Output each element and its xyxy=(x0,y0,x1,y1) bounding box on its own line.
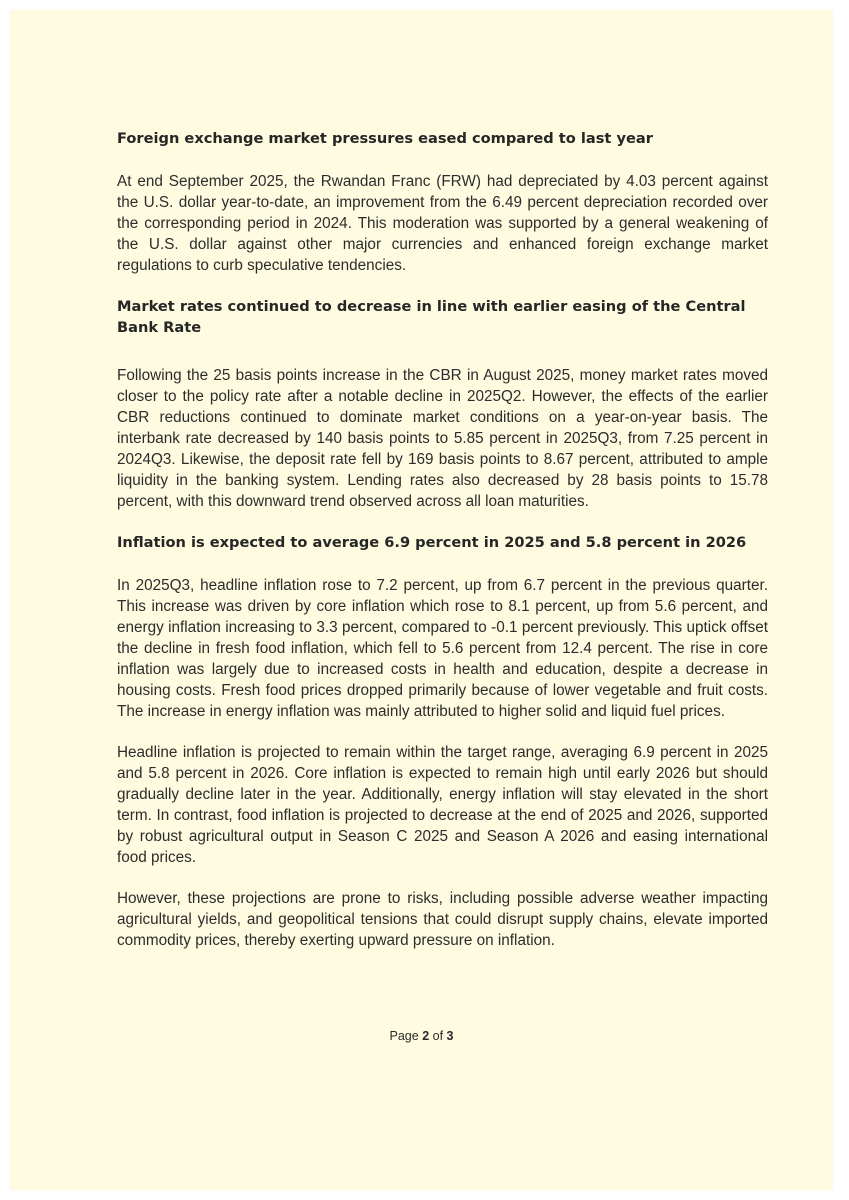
document-page xyxy=(10,10,833,1190)
current-page-number: 2 xyxy=(422,1029,430,1043)
document-body xyxy=(117,128,768,971)
paragraph-inflation-q3: In 2025Q3, headline inflation rose to 7.2 percent, up from 6.7 percent in the previous quarter. This increase was driven by core inflation which rose to 8.1 percent, up from 5.6 percent, and energy inflation increasing to 3.3 percent, compared to -0.1 percent previously. This uptick offset the decline in fresh food inflation, which fell to 5.6 percent from 12.4 percent. The rise in core inflation was largely due to increased costs in health and education, despite a decrease in housing costs. Fresh food prices dropped primarily because of lower vegetable and fruit costs. The increase in energy inflation was mainly attributed to higher solid and liquid fuel prices. xyxy=(117,577,768,720)
total-page-number: 3 xyxy=(446,1029,454,1043)
paragraph-inflation-risks: However, these projections are prone to risks, including possible adverse weather impacting agricultural yields, and geopolitical tensions that could disrupt supply chains, elevate imported commodity prices, thereby exerting upward pressure on inflation. xyxy=(117,890,768,949)
section-heading-fx-market: Foreign exchange market pressures eased compared to last year xyxy=(117,130,653,147)
page-number-footer xyxy=(10,1029,833,1043)
paragraph-inflation-projection: Headline inflation is projected to remain within the target range, averaging 6.9 percent in 2025 and 5.8 percent in 2026. Core inflation is expected to remain high until early 2026 but should gradually decline later in the year. Additionally, energy inflation will stay elevated in the short term. In contrast, food inflation is projected to decrease at the end of 2025 and 2026, supported by robust agricultural output in Season C 2025 and Season A 2026 and easing international food prices. xyxy=(117,744,768,866)
paragraph-market-rates: Following the 25 basis points increase in the CBR in August 2025, money market rates moved closer to the policy rate after a notable decline in 2025Q2. However, the effects of the earlier CBR reductions continued to dominate market conditions on a year-on-year basis. The interbank rate decreased by 140 basis points to 5.85 percent in 2025Q3, from 7.25 percent in 2024Q3. Likewise, the deposit rate fell by 169 basis points to 8.67 percent, attributed to ample liquidity in the banking system. Lending rates also decreased by 28 basis points to 15.78 percent, with this downward trend observed across all loan maturities. xyxy=(117,367,768,510)
page-of-label: of xyxy=(429,1029,447,1043)
section-heading-market-rates: Market rates continued to decrease in line with earlier easing of the Central Bank Rate xyxy=(117,298,746,336)
section-heading-inflation: Inflation is expected to average 6.9 percent in 2025 and 5.8 percent in 2026 xyxy=(117,534,747,551)
page-label: Page xyxy=(389,1029,423,1043)
paragraph-fx-market: At end September 2025, the Rwandan Franc (FRW) had depreciated by 4.03 percent against the U.S. dollar year-to-date, an improvement from the 6.49 percent depreciation recorded over the corresponding period in 2024. This moderation was supported by a general weakening of the U.S. dollar against other major currencies and enhanced foreign exchange market regulations to curb speculative tendencies. xyxy=(117,173,768,274)
